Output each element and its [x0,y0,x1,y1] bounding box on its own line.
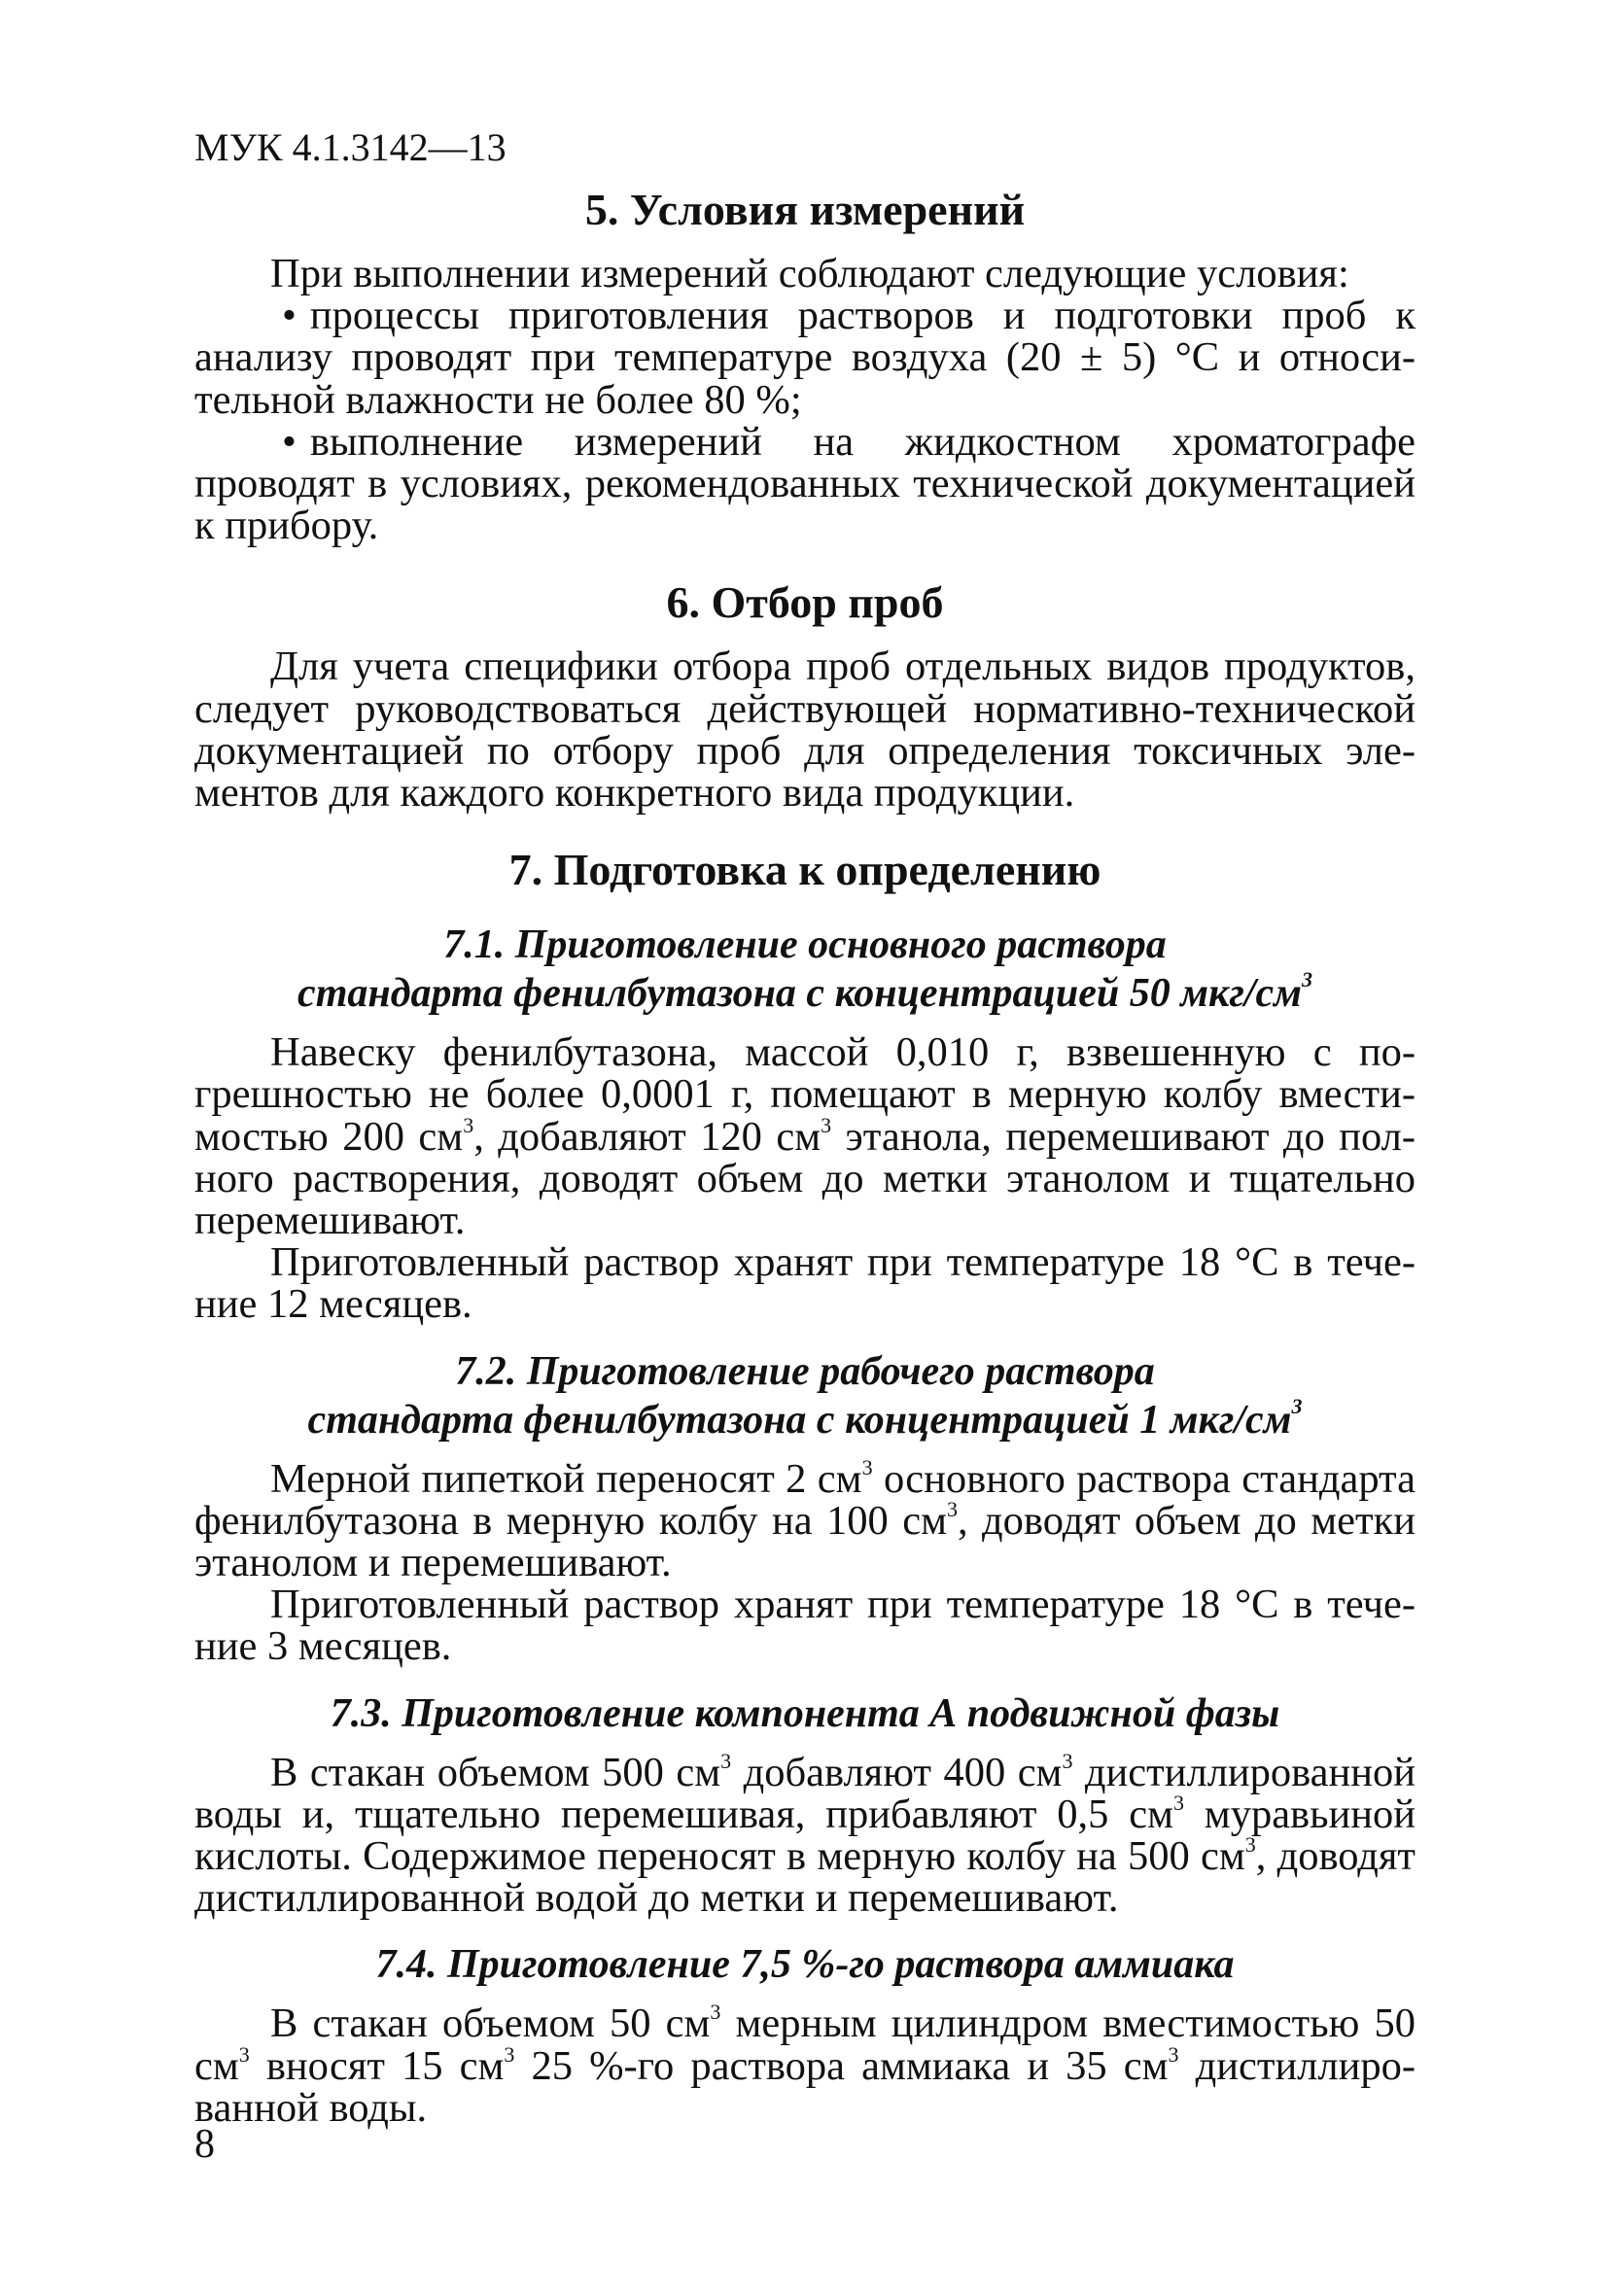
text-fragment: В стакан объемом 50 см [270,2000,711,2047]
superscript: 3 [1172,1790,1184,1815]
superscript: 3 [1301,967,1312,992]
superscript: 3 [946,1496,958,1521]
text-fragment: , доводят дистиллированной водой до метки и перемешивают. [194,1833,1416,1922]
section-5-intro: При выполнении измерений соблюдают следующие условия: [270,251,1349,296]
subsection-7-2-paragraph-1 [194,1454,1416,1586]
text-fragment: В стакан объемом 500 см [270,1749,721,1795]
subsection-7-2-title-line-2 [194,1393,1416,1444]
text-fragment: муравьиной кислоты. Содержимое переносят в мерную колбу на 500 см [194,1791,1416,1880]
superscript: 3 [1291,1393,1303,1418]
superscript: 3 [1168,2041,1179,2067]
subsection-7-4-title: 7.4. Приготовление 7,5 %-го раствора аммиака [375,1942,1235,1988]
spacer [194,1668,1416,1689]
text-fragment: дистиллированной воды. [194,2042,1416,2131]
section-5-bullet-1-text: процессы приготовления растворов и подготовки проб к анализу проводят при температуре воздуха (20 ± 5) °С и относительной влажности не более 80 %; [194,293,1416,423]
superscript: 3 [504,2041,515,2067]
superscript: 3 [821,1112,832,1137]
text-fragment: дистиллированной воды и, тщательно перемешивая, прибавляют 0,5 см [194,1749,1416,1837]
subsection-7-1-title-text: стандарта фенилбутазона с концентрацией 50 мкг/см [297,971,1302,1017]
section-6-text: Для учета специфики отбора проб отдельных видов продуктов, следует руководствоваться действующей нормативно-технической документацией по отбору проб для определения токсичных элементов для каждого конкретного вида продукции. [194,644,1416,817]
superscript: 3 [720,1748,732,1773]
spacer [194,1919,1416,1940]
section-7-title: 7. Подготовка к определению [508,845,1101,895]
text-fragment: мерным цилиндром вместимостью 50 см [194,2000,1416,2089]
superscript: 3 [1062,1748,1073,1773]
spacer [194,1326,1416,1347]
superscript: 3 [238,2041,250,2067]
subsection-7-2-paragraph-2: Приготовленный раствор хранят при температуре 18 °С в течение 3 месяцев. [194,1582,1416,1670]
text-fragment: основного раствора стандарта фенилбутазона в мерную колбу на 100 см [194,1455,1416,1544]
superscript: 3 [1244,1832,1256,1858]
text-fragment: этанола, перемешивают до полного растворения, доводят объем до метки этанолом и тщательно перемешивают. [194,1113,1416,1244]
subsection-7-3-paragraph-1 [194,1748,1416,1922]
subsection-7-1-paragraph-2: Приготовленный раствор хранят при температуре 18 °С в течение 12 месяцев. [194,1239,1416,1328]
superscript: 3 [710,2000,721,2025]
bullet-icon: • [282,293,297,339]
text-fragment: , доводят объем до метки этанолом и перемешивают. [194,1497,1416,1586]
spacer [194,814,1416,841]
text-fragment: Навеску фенилбутазона, массой 0,010 г, взвешенную с погрешностью не более 0,0001 г, помещают в мерную колбу вместимостью 200 см [194,1029,1416,1160]
text-fragment: вносят 15 см [249,2042,505,2089]
subsection-7-3-title: 7.3. Приготовление компонента А подвижной фазы [330,1690,1280,1736]
spacer [194,546,1416,574]
subsection-7-2-title-line-1: 7.2. Приготовление рабочего раствора [455,1348,1155,1394]
spacer [194,899,1416,921]
section-6-title: 6. Отбор проб [666,577,944,628]
text-fragment: , добавляют 120 см [473,1113,821,1160]
subsection-7-4-paragraph-1 [194,2002,1416,2129]
text-fragment: добавляют 400 см [731,1749,1063,1795]
text-fragment: Мерной пипеткой переносят 2 см [270,1455,862,1502]
section-5-bullet-1 [194,295,1416,421]
section-5-bullet-2-text: выполнение измерений на жидкостном хроматографе проводят в условиях, рекомендованных технической документацией к прибору. [194,418,1416,549]
text-fragment: 25 %-го раствора аммиака и 35 см [514,2042,1169,2089]
subsection-7-2-title-text: стандарта фенилбутазона с концентрацией 1 мкг/см [307,1397,1292,1443]
bullet-icon: • [282,418,297,465]
page-number: 8 [194,2122,215,2167]
document-code-header: МУК 4.1.3142—13 [194,125,507,169]
superscript: 3 [861,1454,873,1479]
subsection-7-1-paragraph-1 [194,1029,1416,1244]
section-5-title: 5. Условия измерений [584,185,1026,234]
document-page [194,124,1416,2129]
section-5-bullet-2 [194,418,1416,549]
subsection-7-1-title-line-1: 7.1. Приготовление основного раствора [443,922,1167,968]
superscript: 3 [463,1112,474,1137]
subsection-7-1-title-line-2 [194,969,1416,1018]
